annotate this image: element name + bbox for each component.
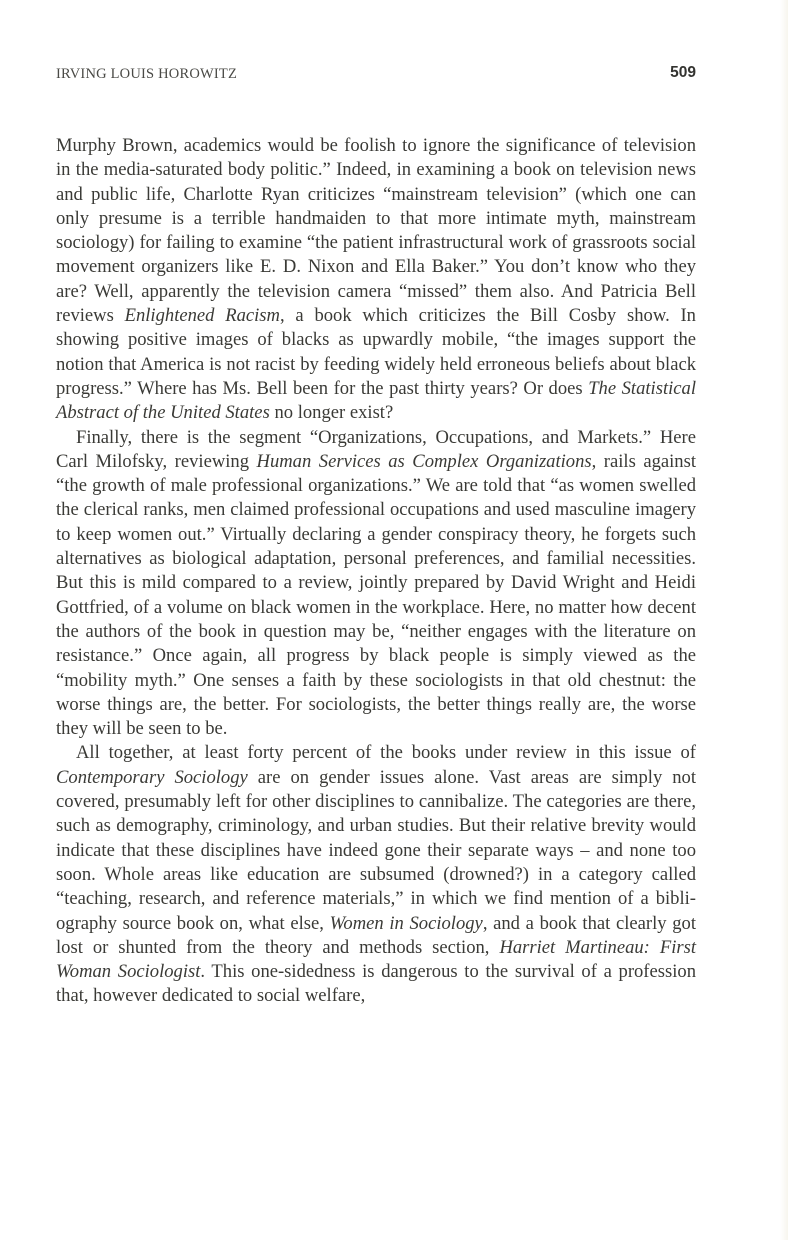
text-run: are on gender issues alone. Vast areas are simply not covered, presumably left for other disciplines to cannibalize. The categories are there, such as demography, criminology, and urban studies. But their relative brevity would indicate that these disciplines have indeed gone their separate ways – and none too soon. Whole areas like education are subsumed (drowned?) in a category called “teaching, research, and reference materials,” in which we find mention of a bibliography source book on, what else, xyxy=(56,766,697,934)
italic-title: Harriet Martineau: First Woman Sociologist xyxy=(56,936,697,983)
page-number: 509 xyxy=(670,64,696,81)
page-edge-shadow xyxy=(780,0,788,1240)
italic-title: Women in Sociology xyxy=(329,912,483,934)
text-run: Finally, there is the segment “Organizations, Occupations, and Markets.” Here Carl Milofsky, reviewing xyxy=(56,426,696,472)
text-run: Murphy Brown, academics would be foolish to ignore the significance of television in the media-saturated body politic.” Indeed, in examining a book on television news and public life, Charlotte Ryan criticizes “mainstream television” (which one can only presume is a terrible handmaiden to that more intimate myth, mainstream sociology) for failing to examine “the patient infrastructural work of grassroots social movement organizers like E. D. Nixon and Ella Baker.” You don’t know who they are? Well, apparently the television camera “missed” them also. And Patricia Bell reviews xyxy=(56,135,696,327)
body-text xyxy=(56,134,696,1009)
paragraph xyxy=(56,741,696,1008)
running-head-author: IRVING LOUIS HOROWITZ xyxy=(56,66,238,82)
running-head xyxy=(56,64,696,88)
text-run: All together, at least forty percent of the books under review in this issue of xyxy=(76,742,696,764)
text-run: , a book which criticizes the Bill Cosby show. In showing positive images of blacks as upwardly mobile, “the images support the notion that America is not racist by feeding widely held erroneous beliefs about black progress.” Where has Ms. Bell been for the past thirty years? Or does xyxy=(56,305,696,399)
italic-title: Enlightened Racism xyxy=(124,305,280,327)
text-run: no longer exist? xyxy=(269,402,394,424)
text-run: , and a book that clearly got lost or shunted from the theory and methods section, xyxy=(56,912,696,958)
italic-title: Contemporary Sociology xyxy=(56,766,248,788)
italic-title: The Statistical Abstract of the United States xyxy=(56,377,696,424)
paragraph xyxy=(56,134,696,426)
italic-title: Human Services as Complex Organizations xyxy=(256,450,592,472)
text-run: . This one-sidedness is dangerous to the survival of a profession that, however dedicated to social welfare, xyxy=(56,961,696,1007)
text-run: , rails against “the growth of male professional organizations.” We are told that “as women swelled the clerical ranks, men claimed professional occupations and used masculine imagery to keep women out.” Virtually declaring a gender conspiracy theory, he forgets such alternatives as biological adaptation, personal preferences, and familial necessities. But this is mild compared to a review, jointly prepared by David Wright and Heidi Gottfried, of a volume on black women in the workplace. Here, no matter how decent the authors of the book in question may be, “neither engages with the literature on resistance.” Once again, all progress by black people is simply viewed as the “mobility myth.” One senses a faith by these sociologists in that old chestnut: the worse things are, the better. For sociologists, the better things really are, the worse they will be seen to be. xyxy=(56,450,696,740)
paragraph xyxy=(56,426,696,742)
